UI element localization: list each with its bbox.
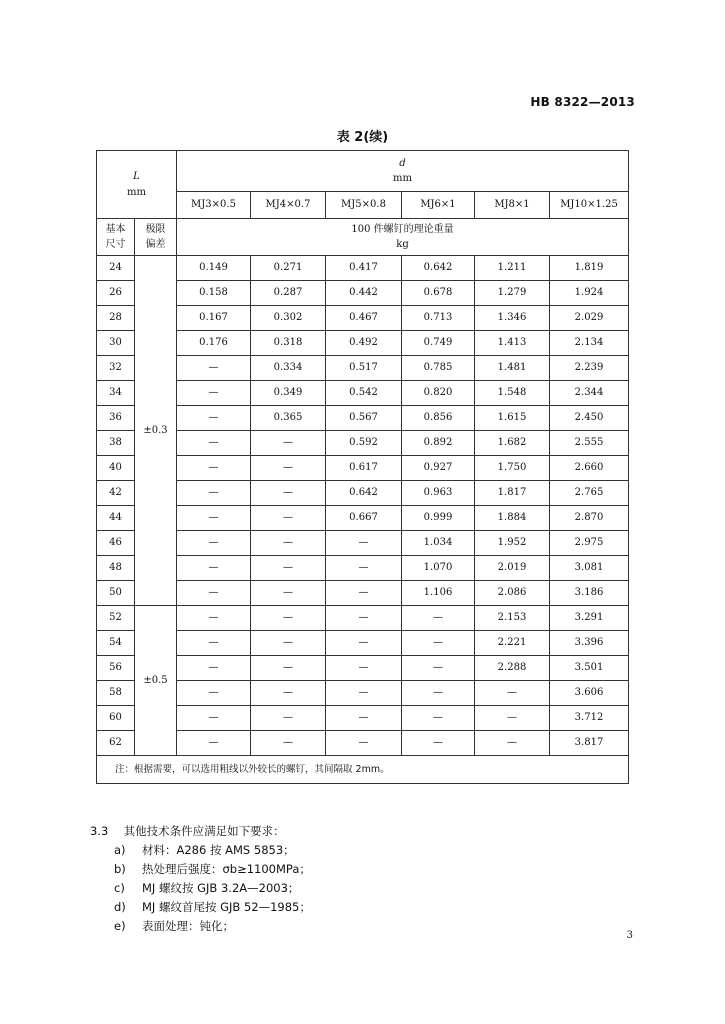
length-cell: 60 xyxy=(97,706,135,731)
weight-cell: — xyxy=(402,656,475,681)
weight-cell: 0.442 xyxy=(326,281,402,306)
length-cell: 52 xyxy=(97,606,135,631)
size-header-0: MJ3×0.5 xyxy=(177,192,251,219)
weight-cell: 0.927 xyxy=(402,456,475,481)
weight-cell: 1.106 xyxy=(402,581,475,606)
weight-cell: 3.186 xyxy=(550,581,629,606)
section-number: 3.3 xyxy=(90,824,109,838)
page-number: 3 xyxy=(626,930,633,941)
weight-cell: — xyxy=(326,706,402,731)
size-header-5: MJ10×1.25 xyxy=(550,192,629,219)
weight-cell: — xyxy=(177,731,251,756)
size-header-4: MJ8×1 xyxy=(475,192,550,219)
size-header-2: MJ5×0.8 xyxy=(326,192,402,219)
header-row-weight xyxy=(97,219,629,256)
weight-cell: 0.417 xyxy=(326,256,402,281)
weight-cell: — xyxy=(251,681,326,706)
weight-cell: 1.034 xyxy=(402,531,475,556)
length-cell: 30 xyxy=(97,331,135,356)
weight-cell: — xyxy=(251,656,326,681)
weight-cell: 0.271 xyxy=(251,256,326,281)
table-row xyxy=(97,556,629,581)
requirement-label: a) xyxy=(114,843,126,857)
weight-cell: 0.492 xyxy=(326,331,402,356)
weight-cell: 2.134 xyxy=(550,331,629,356)
weight-cell: — xyxy=(326,581,402,606)
weight-cell: 1.750 xyxy=(475,456,550,481)
length-cell: 42 xyxy=(97,481,135,506)
weight-cell: 0.365 xyxy=(251,406,326,431)
requirement-text: 表面处理：钝化； xyxy=(142,919,234,933)
weight-cell: 0.713 xyxy=(402,306,475,331)
requirement-text: MJ 螺纹按 GJB 3.2A—2003； xyxy=(142,881,300,895)
weight-cell: 0.642 xyxy=(326,481,402,506)
weight-cell: — xyxy=(177,431,251,456)
requirement-text: MJ 螺纹首尾按 GJB 52—1985； xyxy=(142,900,311,914)
weight-cell: 2.450 xyxy=(550,406,629,431)
section-title: 其他技术条件应满足如下要求： xyxy=(123,824,285,838)
technical-requirements xyxy=(90,822,311,936)
weight-cell: 2.153 xyxy=(475,606,550,631)
weight-cell: 1.682 xyxy=(475,431,550,456)
weight-cell: 3.291 xyxy=(550,606,629,631)
weight-cell: — xyxy=(177,456,251,481)
weight-cell: 3.712 xyxy=(550,706,629,731)
weight-cell: 2.975 xyxy=(550,531,629,556)
table-row xyxy=(97,481,629,506)
weight-cell: 0.542 xyxy=(326,381,402,406)
length-cell: 62 xyxy=(97,731,135,756)
requirement-item xyxy=(90,860,311,879)
weight-cell: — xyxy=(177,606,251,631)
table-row xyxy=(97,356,629,381)
weight-cell: 2.029 xyxy=(550,306,629,331)
weight-cell: 1.279 xyxy=(475,281,550,306)
table-row xyxy=(97,631,629,656)
weight-cell: 0.999 xyxy=(402,506,475,531)
weight-cell: 1.884 xyxy=(475,506,550,531)
standard-number: HB 8322—2013 xyxy=(530,95,635,109)
weight-cell: — xyxy=(326,606,402,631)
weight-cell: — xyxy=(177,531,251,556)
tolerance-header-line1: 极限 xyxy=(145,223,166,235)
table-row xyxy=(97,306,629,331)
weight-cell: 2.660 xyxy=(550,456,629,481)
requirement-item xyxy=(90,917,311,936)
header-row-d xyxy=(97,151,629,192)
tolerance-header-line2: 偏差 xyxy=(145,238,166,250)
weight-cell: — xyxy=(251,706,326,731)
weight-cell: 0.517 xyxy=(326,356,402,381)
weight-cell: — xyxy=(177,706,251,731)
length-cell: 28 xyxy=(97,306,135,331)
weight-cell: 2.239 xyxy=(550,356,629,381)
weight-cell: 2.344 xyxy=(550,381,629,406)
weight-cell: 3.606 xyxy=(550,681,629,706)
weight-cell: — xyxy=(402,731,475,756)
L-unit: mm xyxy=(127,186,146,198)
weight-cell: 0.963 xyxy=(402,481,475,506)
length-cell: 54 xyxy=(97,631,135,656)
length-cell: 46 xyxy=(97,531,135,556)
table-row xyxy=(97,456,629,481)
weight-cell: 0.667 xyxy=(326,506,402,531)
weight-cell: — xyxy=(475,706,550,731)
weight-cell: 1.819 xyxy=(550,256,629,281)
length-cell: 32 xyxy=(97,356,135,381)
length-cell: 50 xyxy=(97,581,135,606)
weight-cell: 1.070 xyxy=(402,556,475,581)
length-cell: 24 xyxy=(97,256,135,281)
weight-cell: 2.870 xyxy=(550,506,629,531)
requirement-item xyxy=(90,879,311,898)
weight-table xyxy=(96,150,629,784)
length-cell: 36 xyxy=(97,406,135,431)
weight-cell: — xyxy=(251,556,326,581)
length-cell: 58 xyxy=(97,681,135,706)
weight-cell: 1.817 xyxy=(475,481,550,506)
table-row xyxy=(97,256,629,281)
weight-cell: 0.167 xyxy=(177,306,251,331)
weight-cell: — xyxy=(177,581,251,606)
weight-cell: 0.567 xyxy=(326,406,402,431)
table-caption: 表 2(续) xyxy=(336,130,389,145)
weight-cell: 1.548 xyxy=(475,381,550,406)
table-row xyxy=(97,681,629,706)
weight-cell: — xyxy=(251,531,326,556)
weight-cell: — xyxy=(251,581,326,606)
weight-cell: — xyxy=(326,531,402,556)
weight-cell: — xyxy=(251,456,326,481)
weight-cell: — xyxy=(177,356,251,381)
weight-cell: — xyxy=(402,706,475,731)
weight-cell: — xyxy=(177,506,251,531)
table-row xyxy=(97,281,629,306)
table-row xyxy=(97,431,629,456)
d-symbol: d xyxy=(399,157,406,169)
weight-cell: 0.287 xyxy=(251,281,326,306)
weight-cell: — xyxy=(251,481,326,506)
weight-cell: — xyxy=(475,731,550,756)
weight-cell: 1.924 xyxy=(550,281,629,306)
weight-cell: — xyxy=(475,681,550,706)
table-row xyxy=(97,606,629,631)
tolerance-cell: ±0.5 xyxy=(135,606,177,756)
table-row xyxy=(97,506,629,531)
length-cell: 38 xyxy=(97,431,135,456)
header-row-sizes xyxy=(97,192,629,219)
table-row xyxy=(97,381,629,406)
weight-cell: 1.413 xyxy=(475,331,550,356)
table-note: 注：根据需要，可以选用粗线以外较长的螺钉，其间隔取 2mm。 xyxy=(97,756,629,784)
requirement-item xyxy=(90,841,311,860)
weight-cell: — xyxy=(326,556,402,581)
weight-cell: 0.592 xyxy=(326,431,402,456)
d-unit: mm xyxy=(393,172,412,184)
weight-cell: — xyxy=(177,556,251,581)
weight-cell: — xyxy=(177,406,251,431)
weight-cell: — xyxy=(177,681,251,706)
weight-cell: 2.019 xyxy=(475,556,550,581)
weight-cell: — xyxy=(402,606,475,631)
base-size-header-line2: 尺寸 xyxy=(105,238,126,250)
weight-cell: — xyxy=(177,656,251,681)
weight-cell: — xyxy=(402,681,475,706)
weight-cell: 0.785 xyxy=(402,356,475,381)
weight-unit: kg xyxy=(396,238,409,250)
weight-cell: — xyxy=(251,631,326,656)
weight-cell: 0.892 xyxy=(402,431,475,456)
weight-cell: — xyxy=(326,731,402,756)
weight-header xyxy=(177,219,629,256)
weight-cell: 3.081 xyxy=(550,556,629,581)
weight-cell: 1.481 xyxy=(475,356,550,381)
length-cell: 48 xyxy=(97,556,135,581)
weight-cell: — xyxy=(251,506,326,531)
weight-cell: 0.749 xyxy=(402,331,475,356)
length-cell: 26 xyxy=(97,281,135,306)
d-header-cell xyxy=(177,151,629,192)
weight-cell: 2.765 xyxy=(550,481,629,506)
base-size-header xyxy=(97,219,135,256)
weight-cell: 0.176 xyxy=(177,331,251,356)
requirement-label: c) xyxy=(114,881,125,895)
weight-cell: 2.288 xyxy=(475,656,550,681)
length-cell: 40 xyxy=(97,456,135,481)
table-row xyxy=(97,731,629,756)
weight-cell: — xyxy=(251,731,326,756)
weight-cell: 0.149 xyxy=(177,256,251,281)
weight-cell: 0.820 xyxy=(402,381,475,406)
requirement-text: 材料：A286 按 AMS 5853； xyxy=(142,843,295,857)
weight-cell: — xyxy=(251,606,326,631)
weight-cell: 1.211 xyxy=(475,256,550,281)
L-symbol: L xyxy=(133,170,140,182)
weight-cell: — xyxy=(177,381,251,406)
weight-cell: 0.318 xyxy=(251,331,326,356)
weight-cell: 1.952 xyxy=(475,531,550,556)
requirement-item xyxy=(90,898,311,917)
tolerance-cell: ±0.3 xyxy=(135,256,177,606)
base-size-header-line1: 基本 xyxy=(105,223,126,235)
weight-cell: 2.221 xyxy=(475,631,550,656)
requirement-text: 热处理后强度：σb≥1100MPa； xyxy=(142,862,311,876)
length-cell: 34 xyxy=(97,381,135,406)
weight-cell: 0.856 xyxy=(402,406,475,431)
requirement-label: b) xyxy=(114,862,126,876)
weight-cell: — xyxy=(177,631,251,656)
weight-label: 100 件螺钉的理论重量 xyxy=(351,223,454,235)
L-header-cell xyxy=(97,151,177,219)
table-row xyxy=(97,331,629,356)
weight-cell: 2.086 xyxy=(475,581,550,606)
table-row xyxy=(97,406,629,431)
tolerance-header xyxy=(135,219,177,256)
requirement-label: d) xyxy=(114,900,126,914)
weight-cell: — xyxy=(177,481,251,506)
weight-cell: — xyxy=(402,631,475,656)
weight-cell: — xyxy=(326,631,402,656)
weight-cell: 1.346 xyxy=(475,306,550,331)
weight-cell: 0.302 xyxy=(251,306,326,331)
requirement-label: e) xyxy=(114,919,126,933)
weight-cell: — xyxy=(251,431,326,456)
weight-cell: — xyxy=(326,681,402,706)
table-row xyxy=(97,581,629,606)
weight-cell: 3.817 xyxy=(550,731,629,756)
weight-cell: 0.349 xyxy=(251,381,326,406)
weight-cell: 0.642 xyxy=(402,256,475,281)
weight-cell: 0.617 xyxy=(326,456,402,481)
weight-cell: 1.615 xyxy=(475,406,550,431)
table-row xyxy=(97,656,629,681)
weight-cell: 3.396 xyxy=(550,631,629,656)
weight-cell: — xyxy=(326,656,402,681)
table-row xyxy=(97,531,629,556)
length-cell: 44 xyxy=(97,506,135,531)
weight-cell: 0.334 xyxy=(251,356,326,381)
table-row xyxy=(97,706,629,731)
size-header-3: MJ6×1 xyxy=(402,192,475,219)
weight-cell: 0.678 xyxy=(402,281,475,306)
length-cell: 56 xyxy=(97,656,135,681)
size-header-1: MJ4×0.7 xyxy=(251,192,326,219)
weight-cell: 0.158 xyxy=(177,281,251,306)
weight-cell: 3.501 xyxy=(550,656,629,681)
weight-cell: 2.555 xyxy=(550,431,629,456)
weight-cell: 0.467 xyxy=(326,306,402,331)
